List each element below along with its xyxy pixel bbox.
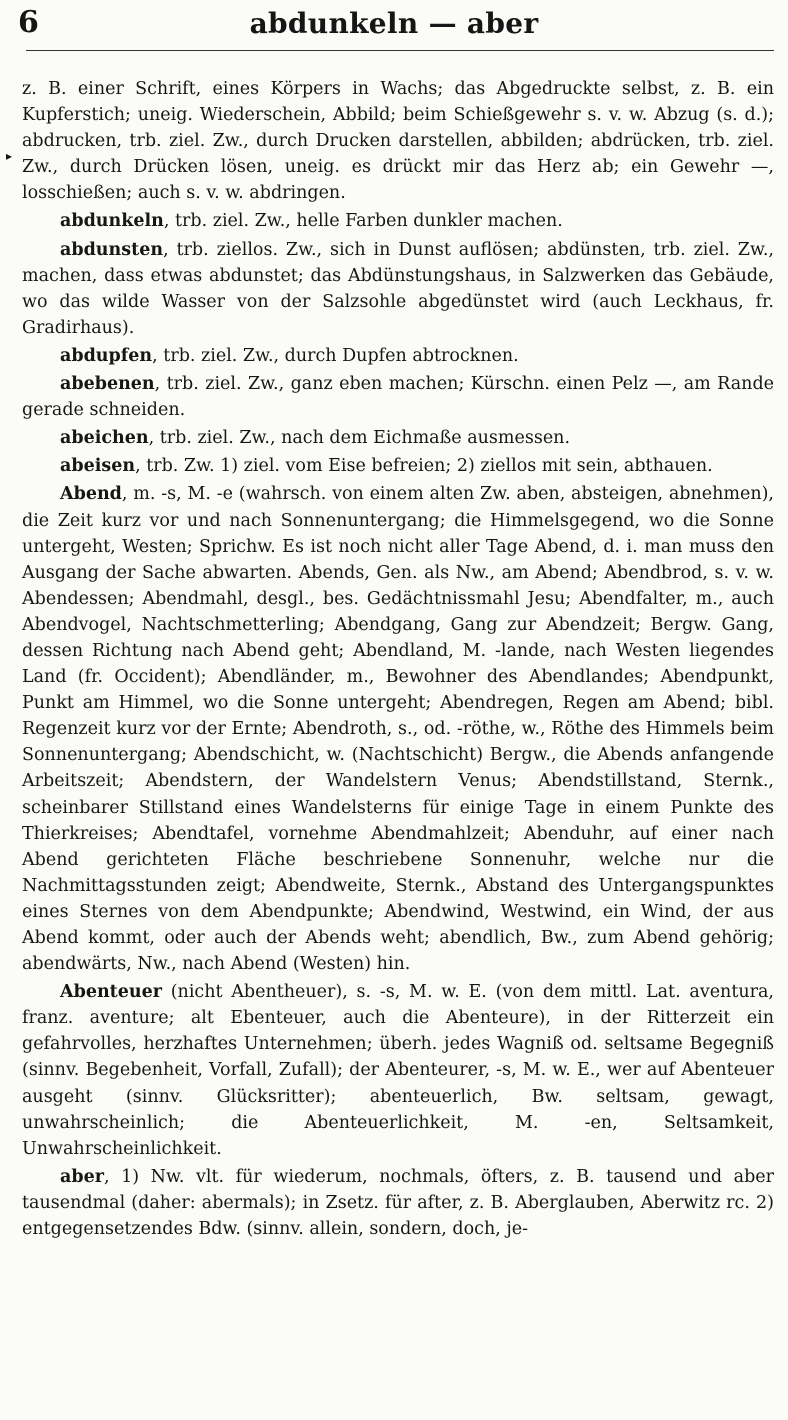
headword: Abend — [60, 484, 122, 505]
headword: aber — [60, 1166, 104, 1187]
headword: abeisen — [60, 456, 136, 477]
page-header — [0, 0, 788, 48]
headword: abeichen — [60, 428, 149, 449]
dictionary-body — [22, 76, 774, 1244]
page-number: 6 — [18, 5, 39, 40]
header-rule — [26, 50, 774, 51]
headword: abebenen — [60, 374, 155, 395]
headword: Abenteuer — [60, 982, 162, 1003]
entry-continuation — [22, 76, 774, 206]
entry-abebenen — [22, 371, 774, 423]
entry-abdupfen — [22, 343, 774, 369]
margin-mark-icon: ▸ — [6, 149, 13, 163]
entry-text: , trb. ziel. Zw., durch Dupfen abtrocknen. — [152, 345, 519, 366]
entry-abenteuer — [22, 979, 774, 1162]
running-head: abdunkeln — aber — [249, 7, 539, 40]
entry-abdunkeln — [22, 208, 774, 234]
entry-text: , m. -s, M. -e (wahrsch. von einem alten Zw. aben, absteigen, abnehmen), die Zeit kurz vor und nach Sonnenuntergang; die Himmelsgegend, wo die Sonne untergeht, Westen; Sprichw. Es ist noch nicht aller Tage Abend, d. i. man muss den Ausgang der Sache abwarten. Abends, Gen. als Nw., am Abend; Abendbrod, s. v. w. Abendessen; Abendmahl, desgl., bes. Gedächtnissmahl Jesu; Abendfalter, m., auch Abendvogel, Nachtschmetterling; Abendgang, Gang zur Abendzeit; Bergw. Gang, dessen Richtung nach Abend geht; Abendland, M. -lande, nach Westen liegendes Land (fr. Occident); Abendländer, m., Bewohner des Abendlandes; Abendpunkt, Punkt am Himmel, wo die Sonne untergeht; Abendregen, Regen am Abend; bibl. Regenzeit kurz vor der Ernte; Abendroth, s., od. -röthe, w., Röthe des Himmels beim Sonnenuntergang; Abendschicht, w. (Nachtschicht) Bergw., die Abends anfangende Arbeitszeit; Abendstern, der Wandelstern Venus; Abendstillstand, Sternk., scheinbarer Stillstand eines Wandelsterns für einige Tage in einem Punkte des Thierkreises; Abendtafel, vornehme Abendmahlzeit; Abenduhr, auf einer nach Abend gerichteten Fläche beschriebene Sonnenuhr, welche nur die Nachmittagsstunden zeigt; Abendweite, Sternk., Abstand des Untergangspunktes eines Sternes von dem Abendpunkte; Abendwind, Westwind, ein Wind, der aus Abend kommt, oder auch der Abends weht; abendlich, Bw., zum Abend gehörig; abendwärts, Nw., nach Abend (Westen) hin. — [22, 484, 774, 975]
entry-text: (nicht Abentheuer), s. -s, M. w. E. (von dem mittl. Lat. aventura, franz. aventure; alt Ebenteuer, auch die Abenteure), in der Ritterzeit ein gefahrvolles, herzhaftes Unternehmen; überh. jedes Wagniß od. seltsame Begegniß (sinnv. Begebenheit, Vorfall, Zufall); der Abenteurer, -s, M. w. E., wer auf Abenteuer ausgeht (sinnv. Glücksritter); abenteuerlich, Bw. seltsam, gewagt, unwahrscheinlich; die Abenteuerlichkeit, M. -en, Seltsamkeit, Unwahrscheinlichkeit. — [22, 982, 774, 1159]
entry-abdunsten — [22, 237, 774, 341]
entry-abend — [22, 481, 774, 977]
entry-text: z. B. einer Schrift, eines Körpers in Wachs; das Abgedruckte selbst, z. B. ein Kupferstich; uneig. Wiederschein, Abbild; beim Schießgewehr s. v. w. Abzug (s. d.); abdrucken, trb. ziel. Zw., durch Drucken darstellen, abbilden; abdrücken, trb. ziel. Zw., durch Drücken lösen, uneig. es drückt mir das Herz ab; ein Gewehr —, losschießen; auch s. v. w. abdringen. — [22, 79, 774, 204]
headword: abdunkeln — [60, 211, 164, 232]
entry-text: , trb. ziel. Zw., helle Farben dunkler machen. — [163, 211, 563, 232]
entry-abeisen — [22, 453, 774, 479]
entry-text: , trb. Zw. 1) ziel. vom Eise befreien; 2) ziellos mit sein, abthauen. — [135, 456, 713, 477]
headword: abdunsten — [60, 239, 164, 260]
entry-text: , trb. ziellos. Zw., sich in Dunst auflösen; abdünsten, trb. ziel. Zw., machen, dass etwas abdunstet; das Abdünstungshaus, in Salzwerken das Gebäude, wo das wilde Wasser von der Salzsohle abgedünstet wird (auch Leckhaus, fr. Gradirhaus). — [22, 239, 774, 338]
entry-text: , trb. ziel. Zw., ganz eben machen; Kürschn. einen Pelz —, am Rande gerade schneiden. — [22, 374, 774, 421]
entry-text: , 1) Nw. vlt. für wiederum, nochmals, öfters, z. B. tausend und aber tausendmal (daher: abermals); in Zsetz. für after, z. B. Aberglauben, Aberwitz rc. 2) entgegensetzendes Bdw. (sinnv. allein, sondern, doch, je- — [22, 1166, 774, 1240]
entry-aber — [22, 1164, 774, 1242]
entry-text: , trb. ziel. Zw., nach dem Eichmaße ausmessen. — [148, 428, 571, 449]
entry-abeichen — [22, 425, 774, 451]
headword: abdupfen — [60, 345, 153, 366]
